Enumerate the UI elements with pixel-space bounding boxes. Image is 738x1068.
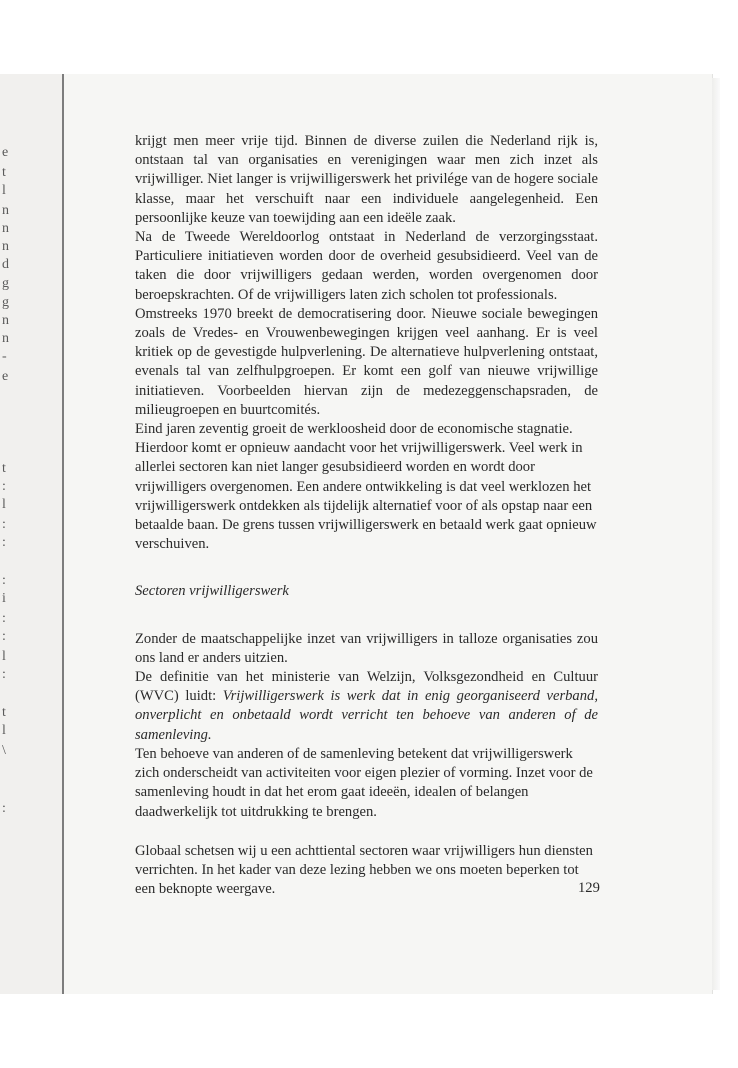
left-page-fragment: l	[2, 649, 6, 664]
left-page-fragment: \	[2, 743, 6, 758]
left-page-fragment: t	[2, 165, 6, 180]
left-page-sliver	[0, 74, 62, 994]
paragraph-zuilen: krijgt men meer vrije tijd. Binnen de diverse zuilen die Nederland rijk is, ontstaan tal van organisaties en verenigingen waar men zich inzet als vrijwilliger. Niet langer is vrijwilligerswerk het privilége van de hogere sociale klasse, maar het verschuift naar een individuele aangelegenheid. Een persoonlijke keuze van toewijding aan een ideële zaak.	[135, 133, 598, 226]
page-number: 129	[578, 880, 600, 896]
left-page-fragment: d	[2, 257, 9, 272]
paragraph-definitie	[135, 668, 598, 745]
left-page-fragment: n	[2, 239, 9, 254]
definition-quote: Vrijwilligerswerk is werk dat in enig georganiseerd verband, onverplicht en onbetaald wordt verricht ten behoeve van anderen of de samenleving.	[135, 688, 598, 743]
left-page-fragment: n	[2, 313, 9, 328]
left-page-fragment: t	[2, 705, 6, 720]
left-page-fragment: g	[2, 276, 9, 291]
left-page-fragment: :	[2, 801, 6, 816]
left-page-fragment: l	[2, 723, 6, 738]
left-page-fragment: :	[2, 611, 6, 626]
paragraph-verzorgingsstaat: Na de Tweede Wereldoorlog ontstaat in Nederland de verzorgingsstaat. Particuliere initiatieven worden door de overheid gesubsidieerd. Veel van de taken die door vrijwilligers gedaan werden, worden overgenomen door beroepskrachten. Of de vrijwilligers laten zich scholen tot professionals.	[135, 229, 598, 303]
left-page-fragment: :	[2, 667, 6, 682]
paragraph-democratisering: Omstreeks 1970 breekt de democratisering door. Nieuwe sociale bewegingen zoals de Vredes- en Vrouwenbewegingen krijgen veel aanhang. Er is veel kritiek op de gevestigde hulpverlening. De alternatieve hulpverlening ontstaat, evenals tal van zelfhulpgroepen. Er komt een golf van nieuwe vrijwillige initiatieven. Voorbeelden hiervan zijn de medezeggenschapsraden, de milieugroepen en buurtcomités.	[135, 305, 598, 418]
left-page-fragment: e	[2, 145, 9, 160]
left-page-fragment: l	[2, 497, 6, 512]
left-page-fragment: g	[2, 295, 9, 310]
paragraph-sectoren: Globaal schetsen wij u een achttiental sectoren waar vrijwilligers hun diensten verrichten. In het kader van deze lezing hebben we ons moeten beperken tot een beknopte weergave.	[135, 842, 593, 898]
left-page-fragment: n	[2, 331, 9, 346]
section-heading: Sectoren vrijwilligerswerk	[135, 583, 289, 600]
left-page-fragment: :	[2, 629, 6, 644]
paragraph-ten-behoeve: Ten behoeve van anderen of de samenleving betekent dat vrijwilligerswerk zich onderscheidt van activiteiten voor eigen plezier of vorming. Inzet voor de samenleving houdt in dat het erom gaat ideeën, idealen of belangen daadwerkelijk tot uitdrukking te brengen.	[135, 745, 593, 820]
left-page-fragment: t	[2, 461, 6, 476]
left-page-fragment: e	[2, 369, 9, 384]
paragraph-werkloosheid: Eind jaren zeventig groeit de werkloosheid door de economische stagnatie. Hierdoor komt er opnieuw aandacht voor het vrijwilligerswerk. Veel werk in allerlei sectoren kan niet langer gesubsidieerd worden en wordt door vrijwilligers overgenomen. Een andere ontwikkeling is dat veel werklozen het vrijwilligerswerk ontdekken als tijdelijk alternatief voor of als opstap naar een betaalde baan. De grens tussen vrijwilligerswerk en betaald werk gaat opnieuw verschuiven.	[135, 421, 597, 553]
left-page-fragment: i	[2, 591, 6, 606]
paragraph-maatschappelijke-inzet: Zonder de maatschappelijke inzet van vrijwilligers in talloze organisaties zou ons land er anders uitzien.	[135, 630, 598, 666]
left-page-fragment: -	[2, 349, 7, 364]
left-page-fragment: n	[2, 203, 9, 218]
page-body-text	[135, 132, 598, 899]
left-page-fragment: :	[2, 573, 6, 588]
definition-lead: De definitie van het ministerie van Welzijn, Volksgezondheid en Cultuur (WVC) luidt:	[135, 669, 598, 705]
left-page-fragment: :	[2, 479, 6, 494]
left-page-fragment: n	[2, 221, 9, 236]
left-page-fragment: :	[2, 517, 6, 532]
page-edge-shadow	[712, 78, 720, 990]
left-page-fragment: l	[2, 183, 6, 198]
left-page-fragment: :	[2, 535, 6, 550]
